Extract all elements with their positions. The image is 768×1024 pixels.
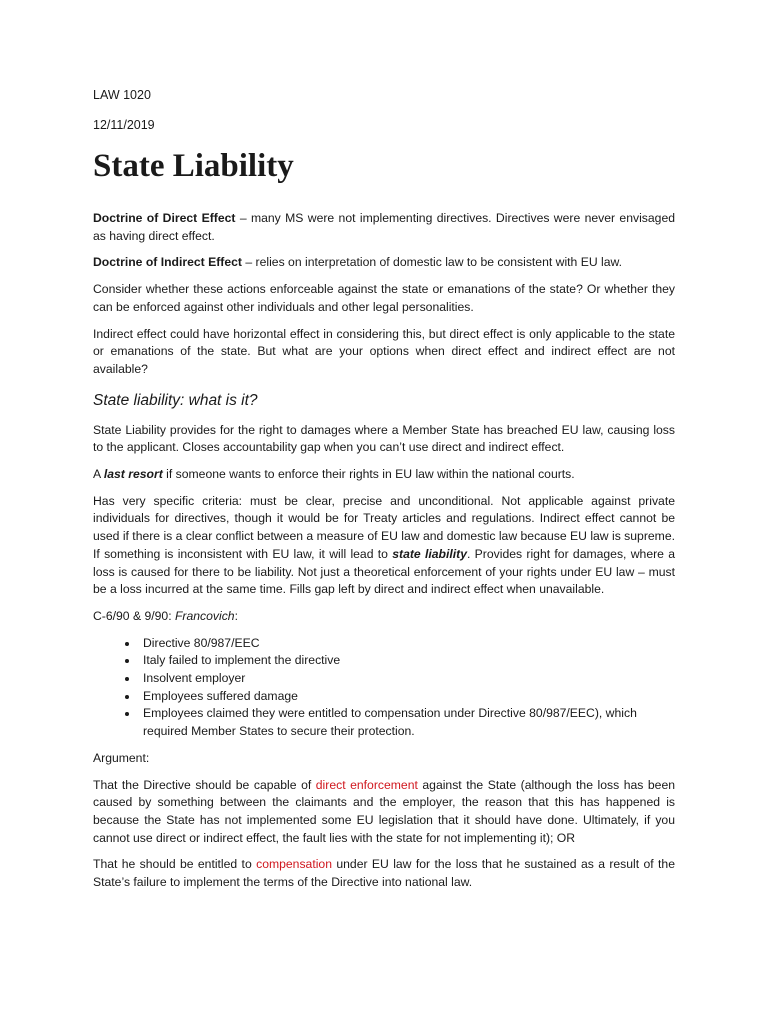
term-last-resort: last resort (103, 467, 163, 482)
paragraph-indirect-effect (93, 254, 675, 272)
term-direct-effect: Doctrine of Direct Effect (93, 211, 236, 225)
paragraph-criteria (93, 493, 675, 599)
highlight-direct-enforcement: direct enforcement (315, 777, 418, 792)
list-item: • Italy failed to implement the directive (139, 652, 675, 670)
case-ref: C-6/90 & 9/90: (93, 608, 175, 623)
list-item: • Insolvent employer (139, 670, 675, 688)
case-facts-list (93, 635, 675, 741)
paragraph-indirect-horizontal: Indirect effect could have horizontal effect in considering this, but direct effect is only applicable to the state or emanations of the state. But what are your options when direct effect and indirect effect are not available? (93, 326, 675, 376)
paragraph-argument-compensation (93, 856, 675, 891)
paragraph-last-resort (93, 466, 675, 484)
date: 12/11/2019 (93, 118, 155, 132)
text-argument-b-post: under EU law for the loss that he sustained as a result of the State’s failure to implement the terms of the Directive into national law. (93, 857, 675, 890)
text-criteria-a: Has very specific criteria: must be clear, precise and unconditional. Not applicable against private individuals for directives, though it would be for Treaty articles and regulations. Indirect effect cannot be used if there is a clear conflict between a measure of EU law and domestic law because EU law is supreme. If something is inconsistent with EU law, it will lead to (93, 493, 675, 561)
text-argument-a-pre: That the Directive should be capable of (93, 777, 316, 792)
text-argument-b-pre: That he should be entitled to (93, 857, 257, 872)
term-state-liability: state liability (392, 546, 467, 561)
paragraph-direct-effect (93, 210, 675, 245)
list-item: • Directive 80/987/EEC (139, 635, 675, 653)
list-item: • Employees suffered damage (139, 688, 675, 706)
section-heading: State liability: what is it? (93, 391, 258, 409)
text-indirect-effect: – relies on interpretation of domestic law to be consistent with EU law. (241, 255, 623, 270)
course-code: LAW 1020 (93, 88, 151, 102)
highlight-compensation: compensation (256, 857, 332, 872)
paragraph-state-liability-definition: State Liability provides for the right to damages where a Member State has breached EU law, causing loss to the applicant. Closes accountability gap when you can’t use direct and indirect effect. (93, 422, 675, 455)
paragraph-consider: Consider whether these actions enforceable against the state or emanations of the state? Or whether they can be enforced against other individuals and other legal personalities. (93, 282, 675, 314)
text-criteria-b: . Provides right for damages, where a loss is caused for there to be liability. Not just a theoretical enforcement of your rights under EU law – must be a loss incurred at the same time. Fills gap left by direct and indirect effect when unavailable. (93, 546, 676, 597)
paragraph-argument-direct (93, 777, 675, 848)
argument-label: Argument: (93, 750, 150, 765)
term-indirect-effect: Doctrine of Indirect Effect (93, 255, 242, 270)
case-colon: : (234, 608, 238, 623)
text-last-resort-a: A (93, 467, 104, 482)
case-name: Francovich (174, 608, 235, 623)
text-argument-a-post: against the State (although the loss has been caused by something between the claimants and the employer, the reason that this has happened is because the State has not implemented some EU legislation that it should have done. Ultimately, if you cannot use direct or indirect effect, the fault lies with the state for not implementing it); OR (93, 777, 675, 845)
text-last-resort-b: if someone wants to enforce their rights in EU law within the national courts. (162, 467, 575, 482)
list-item: • Employees claimed they were entitled to compensation under Directive 80/987/EEC), which required Member States to secure their protection. (139, 705, 675, 740)
text-direct-effect: – many MS were not implementing directives. Directives were never envisaged as having direct effect. (93, 211, 675, 243)
case-reference (93, 608, 675, 626)
page-title: State Liability (93, 148, 294, 184)
